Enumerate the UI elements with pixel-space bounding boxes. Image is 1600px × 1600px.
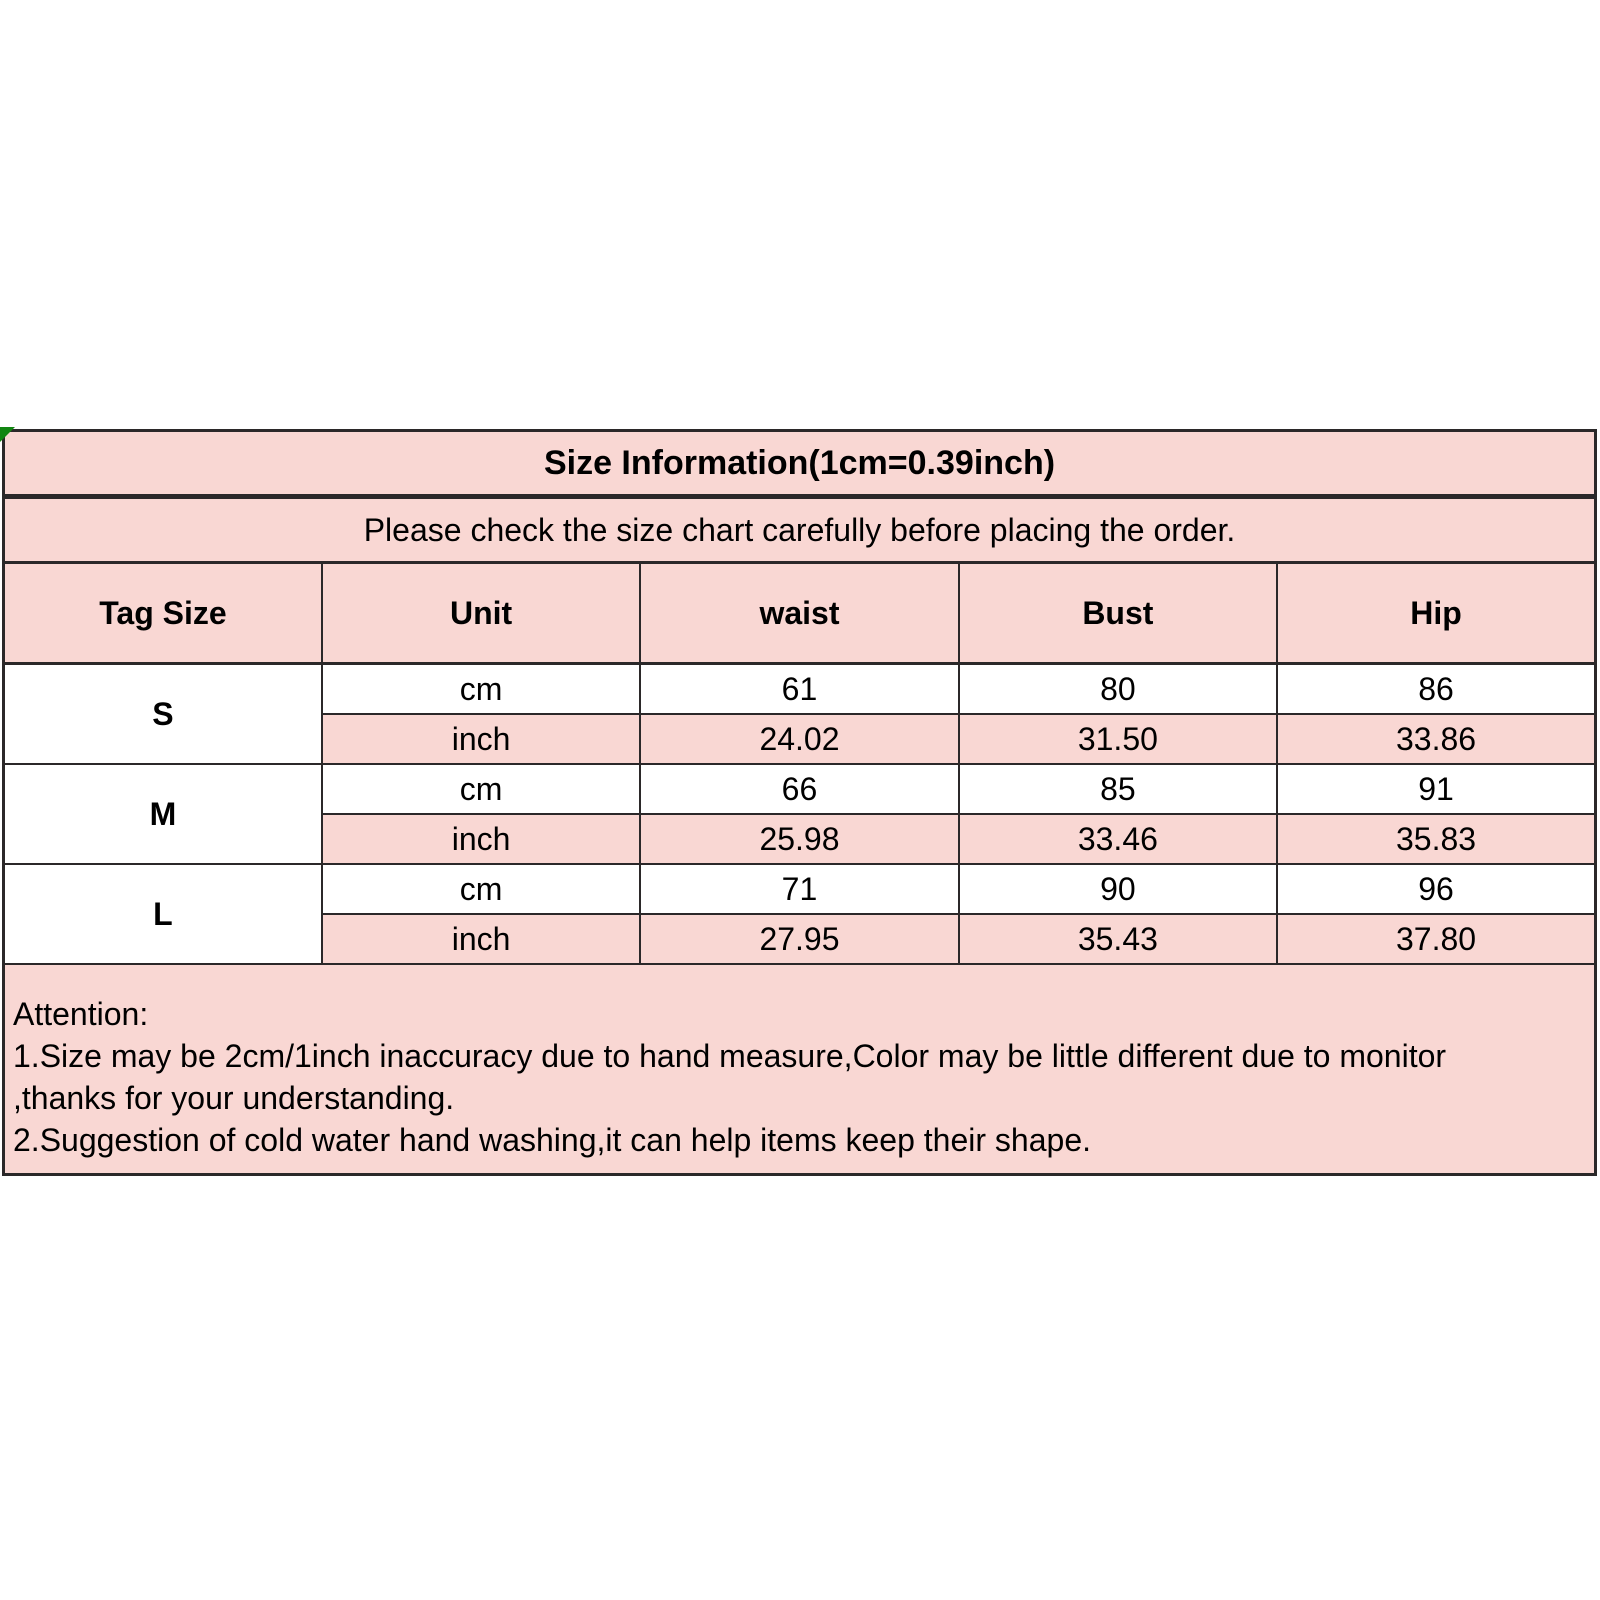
unit-label-s-cm: cm (322, 664, 640, 715)
col-header-bust: Bust (959, 563, 1277, 664)
size-table-container (2, 429, 1597, 1176)
row-m-cm (4, 764, 1596, 814)
unit-label-l-inch: inch (322, 914, 640, 964)
cell-s-cm-bust: 80 (959, 664, 1277, 715)
cell-l-cm-bust: 90 (959, 864, 1277, 914)
attention-row (4, 964, 1596, 1175)
cell-m-cm-waist: 66 (640, 764, 958, 814)
size-table (2, 429, 1597, 1176)
cell-s-inch-waist: 24.02 (640, 714, 958, 764)
tag-size-m: M (4, 764, 322, 864)
cell-m-inch-bust: 33.46 (959, 814, 1277, 864)
row-l-cm (4, 864, 1596, 914)
attention-line-1: 1.Size may be 2cm/1inch inaccuracy due to hand measure,Color may be little different due to monitor (13, 1038, 1447, 1074)
cell-l-cm-waist: 71 (640, 864, 958, 914)
cell-s-cm-hip: 86 (1277, 664, 1595, 715)
cell-m-cm-hip: 91 (1277, 764, 1595, 814)
attention-heading: Attention: (13, 996, 149, 1032)
unit-label-m-inch: inch (322, 814, 640, 864)
unit-label-s-inch: inch (322, 714, 640, 764)
cell-l-inch-hip: 37.80 (1277, 914, 1595, 964)
tag-size-s: S (4, 664, 322, 765)
table-title: Size Information(1cm=0.39inch) (4, 431, 1596, 497)
header-row (4, 563, 1596, 664)
cell-m-inch-hip: 35.83 (1277, 814, 1595, 864)
attention-line-2: ,thanks for your understanding. (13, 1080, 455, 1116)
cell-l-inch-waist: 27.95 (640, 914, 958, 964)
cell-l-cm-hip: 96 (1277, 864, 1595, 914)
attention-line-3: 2.Suggestion of cold water hand washing,it can help items keep their shape. (13, 1122, 1091, 1158)
row-s-cm (4, 664, 1596, 715)
cell-s-inch-bust: 31.50 (959, 714, 1277, 764)
unit-label-m-cm: cm (322, 764, 640, 814)
attention-block (4, 964, 1596, 1175)
col-header-unit: Unit (322, 563, 640, 664)
unit-label-l-cm: cm (322, 864, 640, 914)
title-row (4, 431, 1596, 497)
cell-s-inch-hip: 33.86 (1277, 714, 1595, 764)
table-subtitle: Please check the size chart carefully before placing the order. (4, 497, 1596, 563)
cell-l-inch-bust: 35.43 (959, 914, 1277, 964)
subtitle-row (4, 497, 1596, 563)
col-header-waist: waist (640, 563, 958, 664)
spreadsheet-corner-marker-icon (0, 427, 15, 442)
col-header-hip: Hip (1277, 563, 1595, 664)
tag-size-l: L (4, 864, 322, 964)
cell-m-cm-bust: 85 (959, 764, 1277, 814)
cell-s-cm-waist: 61 (640, 664, 958, 715)
col-header-tag-size: Tag Size (4, 563, 322, 664)
cell-m-inch-waist: 25.98 (640, 814, 958, 864)
